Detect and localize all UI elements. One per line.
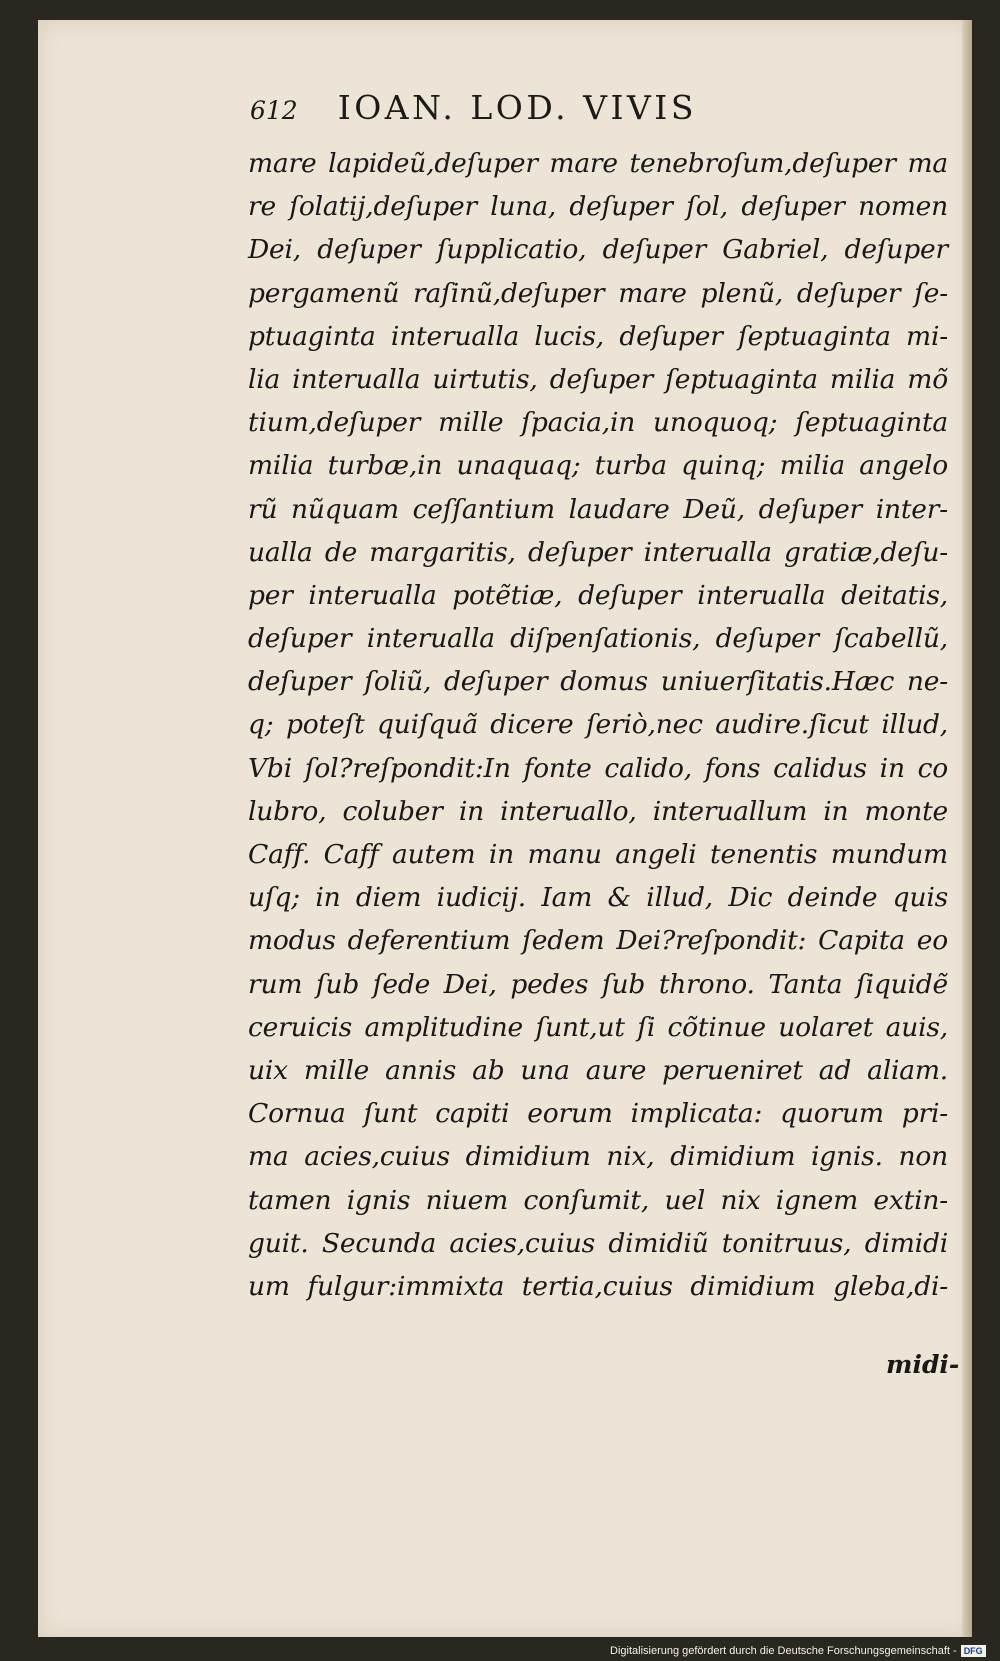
text-line: ma acies,cuius dimidium nix, dimidium ignis. non <box>248 1141 948 1173</box>
text-line: guit. Secunda acies,cuius dimidiũ tonitruus, dimidi <box>248 1227 948 1259</box>
text-line: rum ſub ſede Dei, pedes ſub throno. Tanta ſiquidẽ <box>248 968 948 1000</box>
text-line: modus deferentium ſedem Dei?reſpondit: Capita eo <box>248 925 948 957</box>
text-line: tium,deſuper mille ſpacia,in unoquoq; ſeptuaginta <box>248 407 948 439</box>
text-line: per interualla potẽtiæ, deſuper interualla deitatis, <box>248 579 948 611</box>
catchword: midi- <box>886 1350 960 1379</box>
text-line: ptuaginta interualla lucis, deſuper ſeptuaginta mi- <box>248 320 948 352</box>
running-head: IOAN. LOD. VIVIS <box>337 88 697 127</box>
text-line: ceruicis amplitudine ſunt,ut ſi cõtinue uolaret auis, <box>248 1011 948 1043</box>
digitization-credit <box>610 1645 986 1657</box>
text-line: Dei, deſuper ſupplicatio, deſuper Gabriel, deſuper <box>248 234 948 266</box>
text-line: Vbi ſol?reſpondit:In fonte calido, fons calidus in co <box>248 752 948 784</box>
text-line: rũ nũquam ceſſantium laudare Deũ, deſuper inter- <box>248 493 948 525</box>
text-line: mare lapideũ,deſuper mare tenebroſum,deſuper ma <box>248 148 948 179</box>
text-line: uix mille annis ab una aure perueniret ad aliam. <box>248 1054 948 1086</box>
page-edge-shadow <box>962 20 972 1637</box>
text-line: Caff. Caff autem in manu angeli tenentis mundum <box>248 839 948 870</box>
dfg-logo: DFG <box>961 1645 986 1657</box>
credit-text: Digitalisierung gefördert durch die Deutsche Forschungsgemeinschaft - <box>610 1645 957 1657</box>
text-line: q; poteſt quiſquã dicere ſeriò,nec audire.ſicut illud, <box>248 709 948 741</box>
text-line: um fulgur:immixta tertia,cuius dimidium gleba,di- <box>248 1270 948 1302</box>
text-line: tamen ignis niuem conſumit, uel nix ignem extin- <box>248 1184 948 1216</box>
text-line: lia interualla uirtutis, deſuper ſeptuaginta milia mõ <box>248 363 948 395</box>
text-line: milia turbæ,in unaquaq; turba quinq; milia angelo <box>248 450 948 482</box>
book-page <box>38 20 972 1637</box>
text-line: lubro, coluber in interuallo, interuallum in monte <box>248 795 948 827</box>
text-line: deſuper ſoliũ, deſuper domus uniuerſitatis.Hæc ne- <box>248 666 948 698</box>
text-line: pergamenũ raſinũ,deſuper mare plenũ, deſuper ſe- <box>248 277 948 309</box>
text-line: uſq; in diem iudicij. Iam & illud, Dic deinde quis <box>248 882 948 914</box>
text-line: re ſolatij,deſuper luna, deſuper ſol, deſuper nomen <box>248 191 948 223</box>
text-line: Cornua ſunt capiti eorum implicata: quorum pri- <box>248 1098 948 1130</box>
page-number: 612 <box>250 96 298 125</box>
text-line: ualla de margaritis, deſuper interualla gratiæ,deſu- <box>248 536 948 568</box>
text-line: deſuper interualla diſpenſationis, deſuper ſcabellũ, <box>248 623 948 655</box>
page-header <box>250 88 697 127</box>
body-text <box>248 142 948 1308</box>
